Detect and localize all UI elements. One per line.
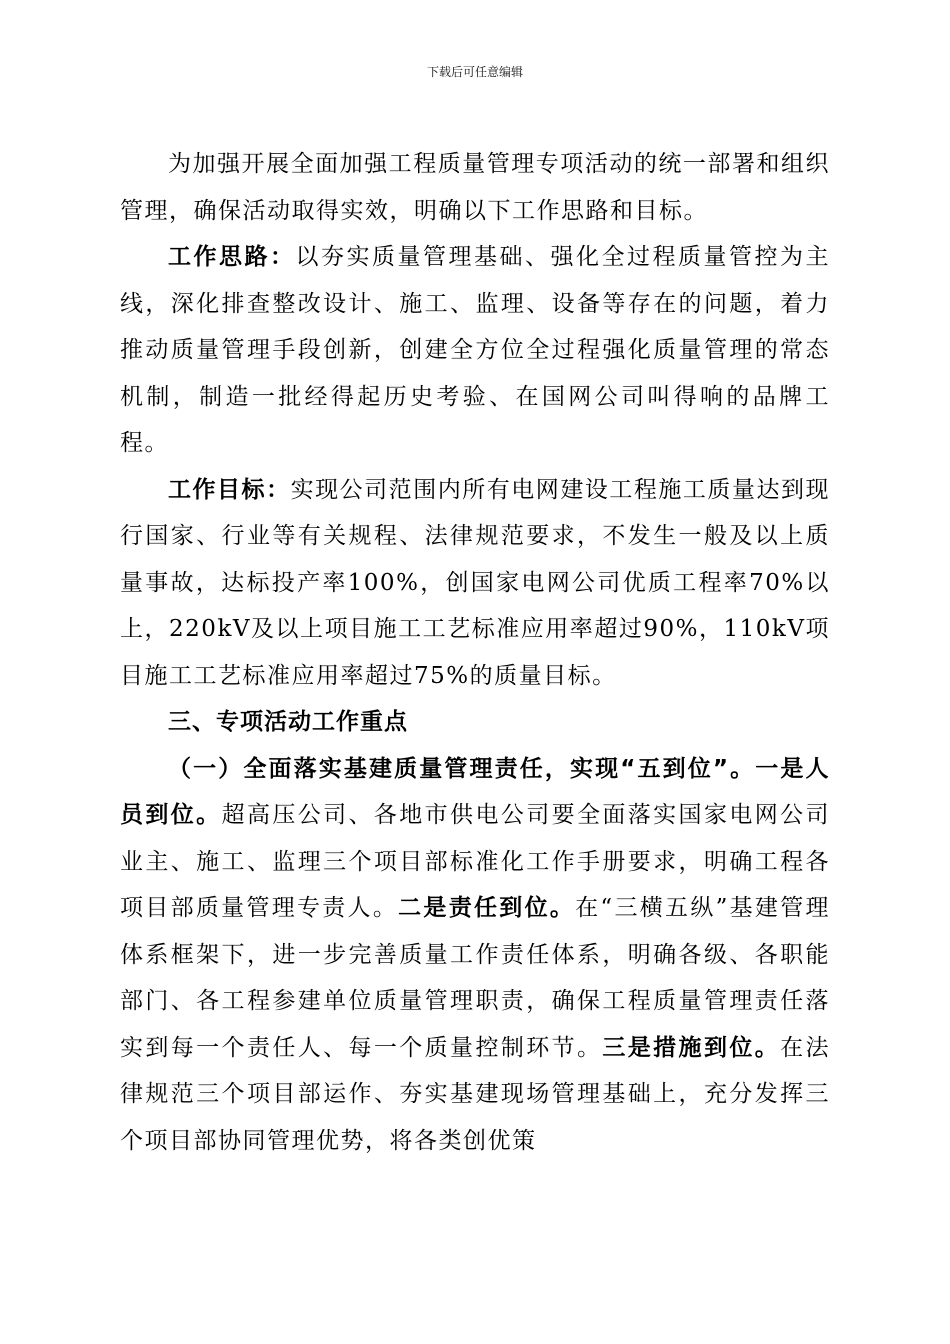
work-goal-text: 实现公司范围内所有电网建设工程施工质量达到现行国家、行业等有关规程、法律规范要求，不发生一般及以上质量事故，达标投产率100%，创国家电网公司优质工程率70%以上，220kV及以上项目施工工艺标准应用率超过90%，110kV项目施工工艺标准应用率超过75%的质量目标。 [120,476,831,689]
page-header: 下载后可任意编辑 [426,65,523,79]
point-one-label: 一是人员到位。 [120,755,831,828]
intro-paragraph: 为加强开展全面加强工程质量管理专项活动的统一部署和组织管理，确保活动取得实效，明确以下工作思路和目标。 [120,151,830,224]
work-approach-text: 以夯实质量管理基础、强化全过程质量管控为主线，深化排查整改设计、施工、监理、设备等存在的问题，着力推动质量管理手段创新，创建全方位全过程强化质量管理的常态机制，制造一批经得起历史考验、在国网公司叫得响的品牌工程。 [120,244,830,456]
work-approach-label: 工作思路： [168,244,296,270]
subsection-one-heading: （一）全面落实基建质量管理责任，实现“五到位”。 [168,755,756,782]
work-goal-paragraph [120,467,830,700]
point-two-label: 二是责任到位。 [398,895,576,921]
work-goal-label: 工作目标： [168,476,291,503]
section-three-heading: 三、专项活动工作重点 [168,709,408,735]
point-three-label: 三是措施到位。 [602,1034,781,1061]
point-three-text: 在法律规范三个项目部运作、夯实基建现场管理基础上，充分发挥三个项目部协同管理优势，将各类创优策 [120,1034,831,1154]
document-body [120,141,830,1164]
point-two-text: 在“三横五纵”基建管理体系框架下，进一步完善质量工作责任体系，明确各级、各职能部门、各工程参建单位质量管理职责，确保工程质量管理责任落实到每一个责任人、每一个质量控制环节。 [120,895,831,1061]
work-approach-paragraph [120,234,830,467]
point-one-text: 超高压公司、各地市供电公司要全面落实国家电网公司业主、施工、监理三个项目部标准化工作手册要求，明确工程各项目部质量管理专责人。 [120,802,831,921]
subsection-one-paragraph [120,746,830,1165]
